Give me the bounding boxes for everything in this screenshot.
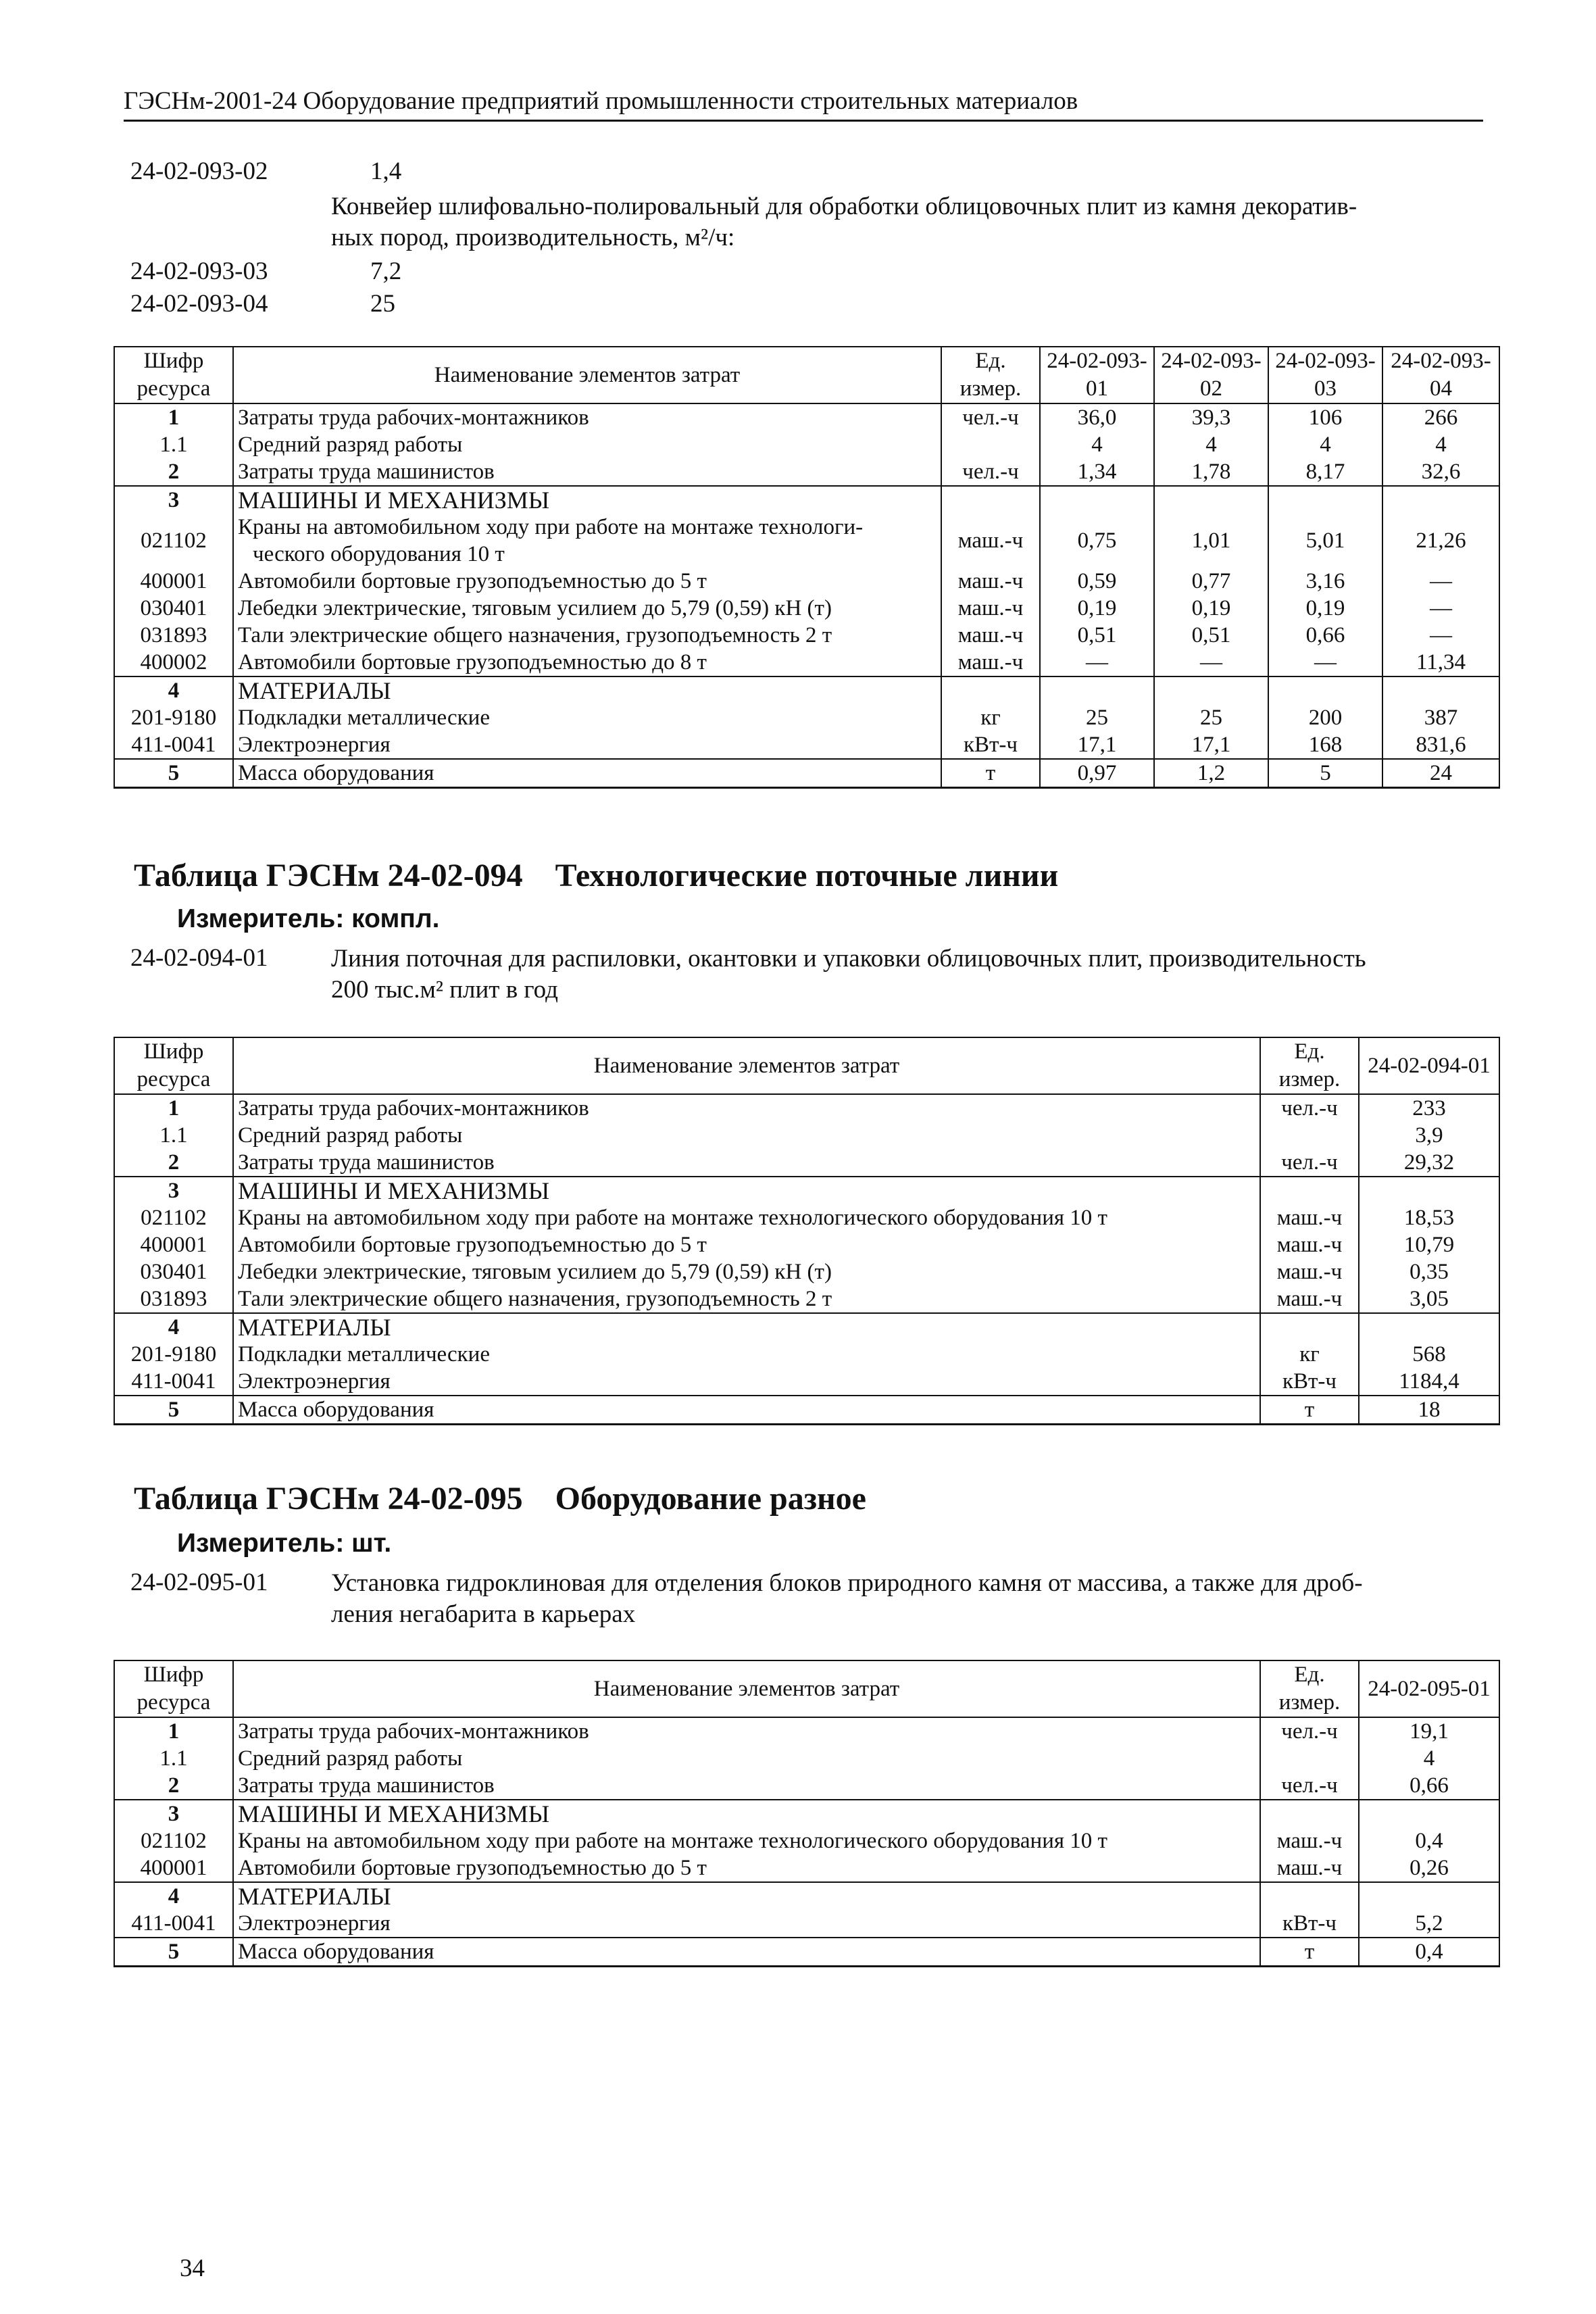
resource-code: 2	[114, 1149, 233, 1177]
item-code: 24-02-093-02	[130, 157, 268, 185]
resource-code: 1	[114, 403, 233, 431]
table-row	[114, 1717, 1499, 1745]
unit: кг	[1260, 1341, 1359, 1368]
header-col: 24-02-093-02	[1154, 347, 1268, 403]
value: 0,35	[1359, 1258, 1499, 1285]
resource-name: Подкладки металлические	[233, 1341, 1260, 1368]
resource-code: 021102	[114, 514, 233, 568]
value: 168	[1268, 731, 1382, 759]
unit: маш.-ч	[1260, 1231, 1359, 1258]
value: 200	[1268, 704, 1382, 731]
unit: кВт-ч	[1260, 1368, 1359, 1396]
header-col: 24-02-093-03	[1268, 347, 1382, 403]
resource-name: Тали электрические общего назначения, грузоподъемность 2 т	[233, 1285, 1260, 1313]
resource-name: Затраты труда машинистов	[233, 1149, 1260, 1177]
value: 0,26	[1359, 1854, 1499, 1882]
resource-name: Автомобили бортовые грузоподъемностью до 5 т	[233, 1854, 1260, 1882]
resource-code: 400001	[114, 1854, 233, 1882]
resource-name-line: МАТЕРИАЛЫ	[238, 677, 391, 704]
table-row	[114, 403, 1499, 431]
unit: маш.-ч	[941, 622, 1040, 649]
unit	[941, 486, 1040, 514]
value	[1359, 1882, 1499, 1910]
value: 10,79	[1359, 1231, 1499, 1258]
table-row	[114, 1204, 1499, 1231]
value: 4	[1382, 431, 1499, 458]
value	[1154, 676, 1268, 704]
value: 18	[1359, 1396, 1499, 1425]
value: 1,2	[1154, 759, 1268, 788]
measure-unit: Измеритель: шт.	[177, 1529, 392, 1558]
value: 25	[1154, 704, 1268, 731]
value: 0,51	[1040, 622, 1154, 649]
value: 1184,4	[1359, 1368, 1499, 1396]
resource-code: 1	[114, 1094, 233, 1122]
value: 106	[1268, 403, 1382, 431]
resource-name	[233, 431, 941, 458]
value: 568	[1359, 1341, 1499, 1368]
resource-name: Автомобили бортовые грузоподъемностью до 5 т	[233, 1231, 1260, 1258]
item-code: 24-02-095-01	[130, 1569, 268, 1596]
resource-code: 031893	[114, 1285, 233, 1313]
resource-table-095	[114, 1660, 1500, 1967]
table-title	[134, 1480, 866, 1517]
item-value: 25	[370, 290, 395, 318]
resource-name-line: Затраты труда машинистов	[238, 460, 495, 484]
unit: маш.-ч	[941, 568, 1040, 595]
table-title-prefix: Таблица ГЭСНм 24-02-094	[134, 858, 523, 893]
table-row	[114, 649, 1499, 676]
resource-name	[233, 704, 941, 731]
unit	[1260, 1177, 1359, 1204]
value: 5	[1268, 759, 1382, 788]
unit: маш.-ч	[1260, 1854, 1359, 1882]
description-line: Установка гидроклиновая для отделения блоков природного камня от массива, а также для дроб-	[331, 1569, 1363, 1597]
header-unit: Ед. измер.	[941, 347, 1040, 403]
resource-name: Затраты труда машинистов	[233, 1772, 1260, 1800]
resource-name-line: Лебедки электрические, тяговым усилием до 5,79 (0,59) кН (т)	[238, 596, 832, 620]
resource-code: 1	[114, 1717, 233, 1745]
resource-code: 411-0041	[114, 731, 233, 759]
resource-code: 3	[114, 1800, 233, 1827]
value: 4	[1268, 431, 1382, 458]
resource-name: МАТЕРИАЛЫ	[233, 1313, 1260, 1341]
resource-code: 1.1	[114, 431, 233, 458]
table-title	[134, 857, 1058, 894]
description-line: Конвейер шлифовально-полировальный для обработки облицовочных плит из камня декоратив-	[331, 193, 1357, 220]
value: —	[1154, 649, 1268, 676]
header-col: 24-02-093-04	[1382, 347, 1499, 403]
table-row	[114, 1341, 1499, 1368]
header-unit: Ед. измер.	[1260, 1660, 1359, 1717]
resource-name	[233, 731, 941, 759]
value: 233	[1359, 1094, 1499, 1122]
table-row	[114, 731, 1499, 759]
header-code: Шифр ресурса	[114, 1660, 233, 1717]
resource-name: Средний разряд работы	[233, 1122, 1260, 1149]
value: 0,97	[1040, 759, 1154, 788]
unit: т	[1260, 1938, 1359, 1967]
resource-code: 5	[114, 1938, 233, 1967]
table-row	[114, 568, 1499, 595]
header-col: 24-02-095-01	[1359, 1660, 1499, 1717]
resource-code: 021102	[114, 1827, 233, 1854]
value	[1040, 486, 1154, 514]
unit	[941, 431, 1040, 458]
unit	[1260, 1800, 1359, 1827]
resource-name: Масса оборудования	[233, 1938, 1260, 1967]
description-line: Линия поточная для распиловки, окантовки и упаковки облицовочных плит, производительность	[331, 945, 1366, 973]
value: 0,19	[1040, 595, 1154, 622]
value: 1,78	[1154, 458, 1268, 486]
value: 1,34	[1040, 458, 1154, 486]
description-line: ных пород, производительность, м²/ч:	[331, 224, 735, 251]
value: 24	[1382, 759, 1499, 788]
resource-name-line: Затраты труда рабочих-монтажников	[238, 405, 589, 430]
value	[1154, 486, 1268, 514]
resource-name: Затраты труда рабочих-монтажников	[233, 1094, 1260, 1122]
resource-code: 4	[114, 676, 233, 704]
value: 5,2	[1359, 1910, 1499, 1938]
description-line: 200 тыс.м² плит в год	[331, 976, 558, 1004]
value: 0,59	[1040, 568, 1154, 595]
resource-name: Электроэнергия	[233, 1910, 1260, 1938]
table-row	[114, 1285, 1499, 1313]
resource-name: Электроэнергия	[233, 1368, 1260, 1396]
unit: т	[941, 759, 1040, 788]
resource-name-line: ческого оборудования 10 т	[253, 542, 505, 566]
resource-name	[233, 514, 941, 568]
page-header: ГЭСНм-2001-24 Оборудование предприятий промышленности строительных материалов	[124, 87, 1078, 115]
table-row	[114, 1368, 1499, 1396]
value: 0,66	[1359, 1772, 1499, 1800]
value: 21,26	[1382, 514, 1499, 568]
unit: чел.-ч	[1260, 1094, 1359, 1122]
value: —	[1382, 595, 1499, 622]
item-value: 7,2	[370, 257, 402, 285]
item-description	[331, 191, 1493, 253]
value: 29,32	[1359, 1149, 1499, 1177]
table-row	[114, 458, 1499, 486]
resource-name: Масса оборудования	[233, 1396, 1260, 1425]
table-row	[114, 1800, 1499, 1827]
unit: кВт-ч	[1260, 1910, 1359, 1938]
resource-name	[233, 759, 941, 788]
value: 11,34	[1382, 649, 1499, 676]
resource-code: 1.1	[114, 1122, 233, 1149]
unit	[1260, 1122, 1359, 1149]
value: —	[1382, 622, 1499, 649]
resource-table-093	[114, 346, 1500, 789]
table-row	[114, 1149, 1499, 1177]
table-row	[114, 1772, 1499, 1800]
table-row	[114, 514, 1499, 568]
table-row	[114, 1882, 1499, 1910]
value: 831,6	[1382, 731, 1499, 759]
table-title-prefix: Таблица ГЭСНм 24-02-095	[134, 1481, 523, 1517]
unit: маш.-ч	[1260, 1258, 1359, 1285]
resource-name: Затраты труда рабочих-монтажников	[233, 1717, 1260, 1745]
table-row	[114, 486, 1499, 514]
value: 19,1	[1359, 1717, 1499, 1745]
resource-name-line: МАШИНЫ И МЕХАНИЗМЫ	[238, 487, 550, 514]
table-row	[114, 1396, 1499, 1425]
value: 3,05	[1359, 1285, 1499, 1313]
header-name: Наименование элементов затрат	[233, 347, 941, 403]
table-row	[114, 1827, 1499, 1854]
resource-name-line: Тали электрические общего назначения, грузоподъемность 2 т	[238, 623, 832, 647]
header-col: 24-02-093-01	[1040, 347, 1154, 403]
resource-code: 1.1	[114, 1745, 233, 1772]
value	[1359, 1313, 1499, 1341]
unit: т	[1260, 1396, 1359, 1425]
resource-name-line: Автомобили бортовые грузоподъемностью до 8 т	[238, 650, 707, 674]
resource-name	[233, 676, 941, 704]
value	[1382, 486, 1499, 514]
unit: чел.-ч	[941, 458, 1040, 486]
value: 4	[1154, 431, 1268, 458]
value: 0,75	[1040, 514, 1154, 568]
table-row	[114, 1177, 1499, 1204]
resource-code: 4	[114, 1313, 233, 1341]
value: 0,19	[1268, 595, 1382, 622]
table-row	[114, 431, 1499, 458]
value: —	[1268, 649, 1382, 676]
value	[1268, 676, 1382, 704]
resource-name	[233, 595, 941, 622]
resource-code: 031893	[114, 622, 233, 649]
resource-code: 411-0041	[114, 1910, 233, 1938]
value: 0,4	[1359, 1827, 1499, 1854]
value: 18,53	[1359, 1204, 1499, 1231]
resource-code: 411-0041	[114, 1368, 233, 1396]
value: 0,19	[1154, 595, 1268, 622]
resource-name: Краны на автомобильном ходу при работе на монтаже технологического оборудования 10 т	[233, 1204, 1260, 1231]
value: 32,6	[1382, 458, 1499, 486]
resource-code: 4	[114, 1882, 233, 1910]
value: 0,66	[1268, 622, 1382, 649]
item-code: 24-02-093-04	[130, 290, 268, 318]
item-code: 24-02-094-01	[130, 944, 268, 972]
unit: чел.-ч	[1260, 1772, 1359, 1800]
table-row	[114, 1231, 1499, 1258]
value: 0,51	[1154, 622, 1268, 649]
resource-name	[233, 568, 941, 595]
measure-unit: Измеритель: компл.	[177, 904, 440, 933]
resource-name: Лебедки электрические, тяговым усилием до 5,79 (0,59) кН (т)	[233, 1258, 1260, 1285]
item-value: 1,4	[370, 157, 402, 185]
resource-code: 2	[114, 458, 233, 486]
value: 0,4	[1359, 1938, 1499, 1967]
resource-code: 5	[114, 759, 233, 788]
resource-name-line: Масса оборудования	[238, 761, 434, 785]
value: 3,16	[1268, 568, 1382, 595]
resource-code: 400001	[114, 568, 233, 595]
unit: маш.-ч	[1260, 1204, 1359, 1231]
table-row	[114, 704, 1499, 731]
table-row	[114, 1938, 1499, 1967]
table-row	[114, 676, 1499, 704]
resource-name	[233, 458, 941, 486]
unit: кг	[941, 704, 1040, 731]
value: 1,01	[1154, 514, 1268, 568]
resource-code: 3	[114, 486, 233, 514]
value	[1268, 486, 1382, 514]
resource-code: 3	[114, 1177, 233, 1204]
unit: чел.-ч	[1260, 1149, 1359, 1177]
header-col: 24-02-094-01	[1359, 1037, 1499, 1094]
resource-name-line: Электроэнергия	[238, 733, 391, 757]
value	[1359, 1177, 1499, 1204]
header-code: Шифр ресурса	[114, 347, 233, 403]
unit	[1260, 1745, 1359, 1772]
item-code: 24-02-093-03	[130, 257, 268, 285]
unit	[1260, 1882, 1359, 1910]
resource-name	[233, 486, 941, 514]
value: 25	[1040, 704, 1154, 731]
resource-name: Средний разряд работы	[233, 1745, 1260, 1772]
unit: чел.-ч	[1260, 1717, 1359, 1745]
page-number: 34	[180, 2255, 205, 2282]
resource-code: 201-9180	[114, 704, 233, 731]
resource-code: 030401	[114, 1258, 233, 1285]
value	[1382, 676, 1499, 704]
table-row	[114, 1094, 1499, 1122]
item-description	[331, 943, 1500, 1006]
table-row	[114, 622, 1499, 649]
unit: маш.-ч	[941, 649, 1040, 676]
resource-name-line: Краны на автомобильном ходу при работе на монтаже технологи-	[238, 515, 864, 539]
value: 17,1	[1040, 731, 1154, 759]
value: 0,77	[1154, 568, 1268, 595]
table-row	[114, 1854, 1499, 1882]
value	[1359, 1800, 1499, 1827]
description-line: ления негабарита в карьерах	[331, 1600, 636, 1628]
resource-name	[233, 403, 941, 431]
value: 4	[1359, 1745, 1499, 1772]
header-name: Наименование элементов затрат	[233, 1037, 1260, 1094]
value	[1040, 676, 1154, 704]
resource-name: Краны на автомобильном ходу при работе на монтаже технологического оборудования 10 т	[233, 1827, 1260, 1854]
value: 387	[1382, 704, 1499, 731]
resource-table-094	[114, 1037, 1500, 1425]
table-title-name: Технологические поточные линии	[555, 858, 1059, 893]
table-title-name: Оборудование разное	[555, 1481, 866, 1517]
value: 8,17	[1268, 458, 1382, 486]
unit: маш.-ч	[1260, 1827, 1359, 1854]
resource-code: 2	[114, 1772, 233, 1800]
unit: маш.-ч	[941, 514, 1040, 568]
table-row	[114, 595, 1499, 622]
table-row	[114, 1745, 1499, 1772]
value: —	[1382, 568, 1499, 595]
header-unit: Ед. измер.	[1260, 1037, 1359, 1094]
header-name: Наименование элементов затрат	[233, 1660, 1260, 1717]
value: 3,9	[1359, 1122, 1499, 1149]
table-row	[114, 1122, 1499, 1149]
resource-name-line: Средний разряд работы	[238, 433, 463, 457]
resource-code: 030401	[114, 595, 233, 622]
resource-name-line: Подкладки металлические	[238, 706, 490, 730]
value: 4	[1040, 431, 1154, 458]
resource-code: 021102	[114, 1204, 233, 1231]
resource-name-line: Автомобили бортовые грузоподъемностью до 5 т	[238, 569, 707, 593]
table-row	[114, 759, 1499, 788]
resource-name: МАТЕРИАЛЫ	[233, 1882, 1260, 1910]
unit	[941, 676, 1040, 704]
value: 36,0	[1040, 403, 1154, 431]
value: 17,1	[1154, 731, 1268, 759]
table-row	[114, 1313, 1499, 1341]
header-rule	[124, 120, 1483, 122]
value: 5,01	[1268, 514, 1382, 568]
table-row	[114, 1910, 1499, 1938]
resource-code: 201-9180	[114, 1341, 233, 1368]
unit: маш.-ч	[941, 595, 1040, 622]
resource-name	[233, 649, 941, 676]
header-code: Шифр ресурса	[114, 1037, 233, 1094]
resource-name	[233, 622, 941, 649]
resource-name: МАШИНЫ И МЕХАНИЗМЫ	[233, 1800, 1260, 1827]
unit: чел.-ч	[941, 403, 1040, 431]
value: —	[1040, 649, 1154, 676]
table-row	[114, 1258, 1499, 1285]
resource-code: 400002	[114, 649, 233, 676]
item-description	[331, 1568, 1500, 1630]
value: 39,3	[1154, 403, 1268, 431]
resource-code: 400001	[114, 1231, 233, 1258]
unit: кВт-ч	[941, 731, 1040, 759]
value: 266	[1382, 403, 1499, 431]
resource-code: 5	[114, 1396, 233, 1425]
unit	[1260, 1313, 1359, 1341]
resource-name: МАШИНЫ И МЕХАНИЗМЫ	[233, 1177, 1260, 1204]
unit: маш.-ч	[1260, 1285, 1359, 1313]
